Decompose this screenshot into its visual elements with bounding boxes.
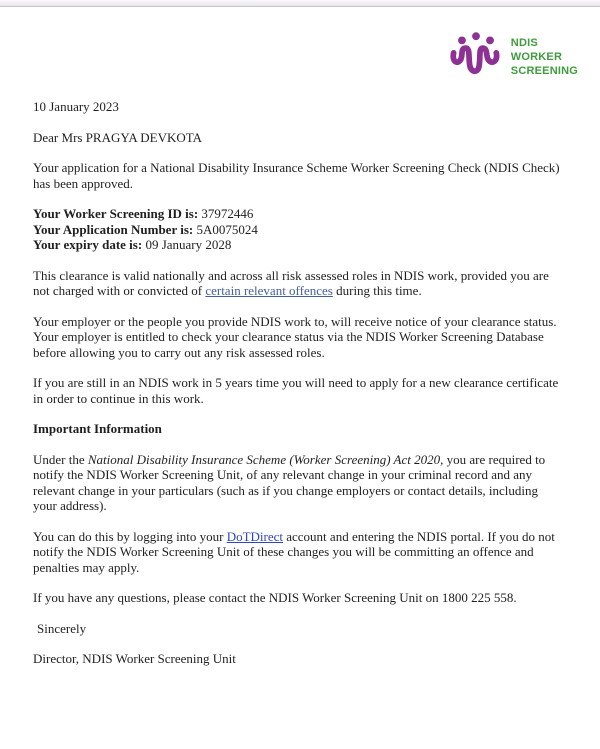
text-segment: notify the NDIS Worker Screening Unit, of any relevant change in your criminal record and any <box>33 467 533 482</box>
logo-line-screening: SCREENING <box>510 65 578 77</box>
text-segment: before allowing you to carry out any risk assessed roles. <box>33 344 325 360</box>
text-segment: 37972446 <box>198 206 254 221</box>
logo-line-ndis: NDIS <box>510 37 538 49</box>
letter-body <box>33 160 579 667</box>
text-segment: account and entering the NDIS portal. If you do not <box>283 528 555 544</box>
sincerely-line <box>33 621 579 637</box>
text-segment: Important Information <box>33 421 162 436</box>
clearance-details <box>33 206 579 253</box>
text-segment: Your employer or the people you provide NDIS work to, will receive notice of your clearance status. <box>33 313 557 329</box>
logo-line-worker: WORKER <box>510 51 563 63</box>
letter-date: 10 January 2023 <box>33 99 119 114</box>
text-segment: This clearance is valid nationally and across all risk assessed roles in NDIS work, provided you are <box>33 267 549 283</box>
text-segment: Your Application Number is: <box>33 221 194 237</box>
text-segment: during this time. <box>332 283 422 298</box>
text-segment: If you have any questions, please contact the NDIS Worker Screening Unit on 1800 225 558. <box>33 590 517 605</box>
letter-content <box>33 99 579 682</box>
important-information-heading <box>33 421 579 437</box>
text-segment: has been approved. <box>33 175 133 191</box>
text-segment: 09 January 2028 <box>142 237 232 252</box>
text-segment: Sincerely <box>37 620 87 636</box>
text-segment: , you are required to <box>440 451 546 467</box>
act-paragraph <box>33 452 579 514</box>
text-segment: Your expiry date is: <box>33 237 143 252</box>
scan-top-edge <box>0 0 600 7</box>
intro-paragraph <box>33 160 579 191</box>
contact-paragraph <box>33 590 579 606</box>
validity-paragraph <box>33 268 579 299</box>
text-segment: penalties may apply. <box>33 559 140 575</box>
dotdirect-link[interactable]: DoTDirect <box>226 528 283 544</box>
text-segment: Your employer is entitled to check your clearance status via the NDIS Worker Screening Database <box>33 329 544 344</box>
text-segment: You can do this by logging into your <box>33 528 227 544</box>
text-segment: notify the NDIS Worker Screening Unit of these changes you will be committing an offence and <box>33 544 534 559</box>
certain-relevant-offences-link[interactable]: certain relevant offences <box>205 283 333 298</box>
ndis-people-icon <box>450 28 502 86</box>
signature-line <box>33 651 579 667</box>
salutation: Dear Mrs PRAGYA DEVKOTA <box>33 129 203 145</box>
logo-wordmark <box>511 36 578 78</box>
text-segment: National Disability Insurance Scheme (Worker Screening) Act 2020 <box>87 451 441 467</box>
text-segment: Director, NDIS Worker Screening Unit <box>33 651 236 666</box>
text-segment: your address). <box>33 498 107 513</box>
employer-paragraph <box>33 314 579 361</box>
text-segment: 5A0075024 <box>193 221 258 237</box>
text-segment: Under the <box>33 451 88 467</box>
text-segment: If you are still in an NDIS work in 5 years time you will need to apply for a new clearance certificate <box>33 375 559 390</box>
dotdirect-paragraph <box>33 529 579 576</box>
text-segment: Your Worker Screening ID is: <box>33 206 199 221</box>
text-segment: in order to continue in this work. <box>33 390 204 406</box>
renewal-paragraph <box>33 375 579 406</box>
text-segment: Your application for a National Disability Insurance Scheme Worker Screening Check (NDIS Check) <box>33 160 560 175</box>
text-segment: not charged with or convicted of <box>33 283 206 298</box>
text-segment: relevant change in your particulars (such as if you change employers or contact details, including <box>33 482 539 498</box>
ndis-worker-screening-logo <box>450 28 578 86</box>
